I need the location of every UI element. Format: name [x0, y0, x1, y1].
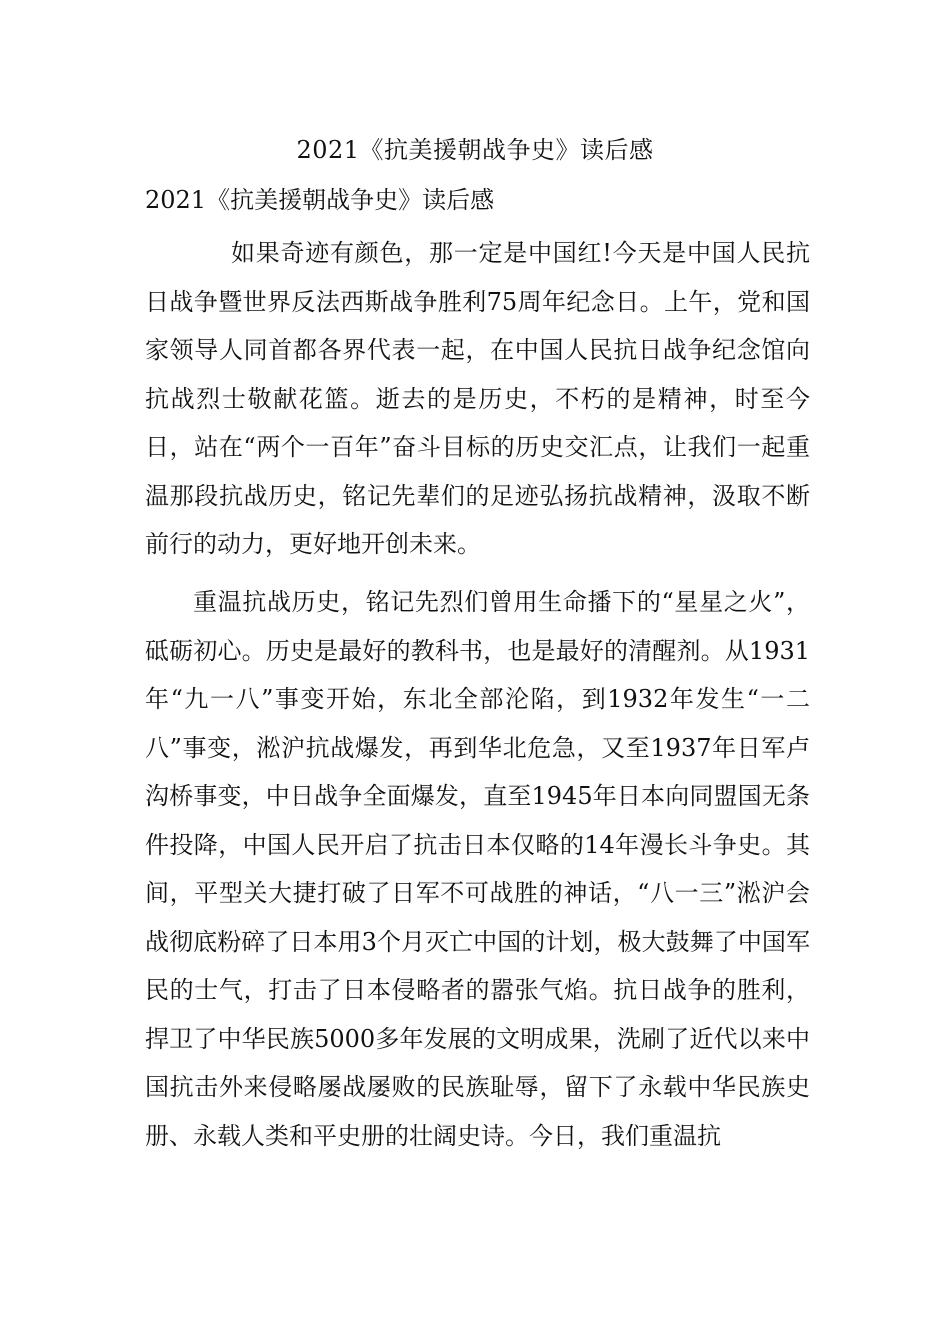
body-paragraph-1: 如果奇迹有颜色，那一定是中国红!今天是中国人民抗日战争暨世界反法西斯战争胜利75周年纪念日。上午，党和国家领导人同首都各界代表一起，在中国人民抗日战争纪念馆向抗战烈士敬献花篮。逝去的是历史，不朽的是精神，时至今日，站在“两个一百年”奋斗目标的历史交汇点，让我们一起重温那段抗战历史，铭记先辈们的足迹弘扬抗战精神，汲取不断前行的动力，更好地开创未来。	[145, 239, 810, 558]
document-title: 2021《抗美援朝战争史》读后感	[296, 136, 654, 164]
body-paragraph-2: 重温抗战历史，铭记先烈们曾用生命播下的“星星之火”，砥砺初心。历史是最好的教科书，也是最好的清醒剂。从1931年“九一八”事变开始，东北全部沦陷，到1932年发生“一二八”事变，淞沪抗战爆发，再到华北危急，又至1937年日军卢沟桥事变，中日战争全面爆发，直至1945年日本向同盟国无条件投降，中国人民开启了抗击日本仅略的14年漫长斗争史。其间，平型关大捷打破了日军不可战胜的神话，“八一三”淞沪会战彻底粉碎了日本用3个月灭亡中国的计划，极大鼓舞了中国军民的士气，打击了日本侵略者的嚣张气焰。抗日战争的胜利，捍卫了中华民族5000多年发展的文明成果，洗刷了近代以来中国抗击外来侵略屡战屡败的民族耻辱，留下了永载中华民族史册、永载人类和平史册的壮阔史诗。今日，我们重温抗	[145, 588, 810, 1150]
document-subtitle: 2021《抗美援朝战争史》读后感	[145, 186, 495, 214]
